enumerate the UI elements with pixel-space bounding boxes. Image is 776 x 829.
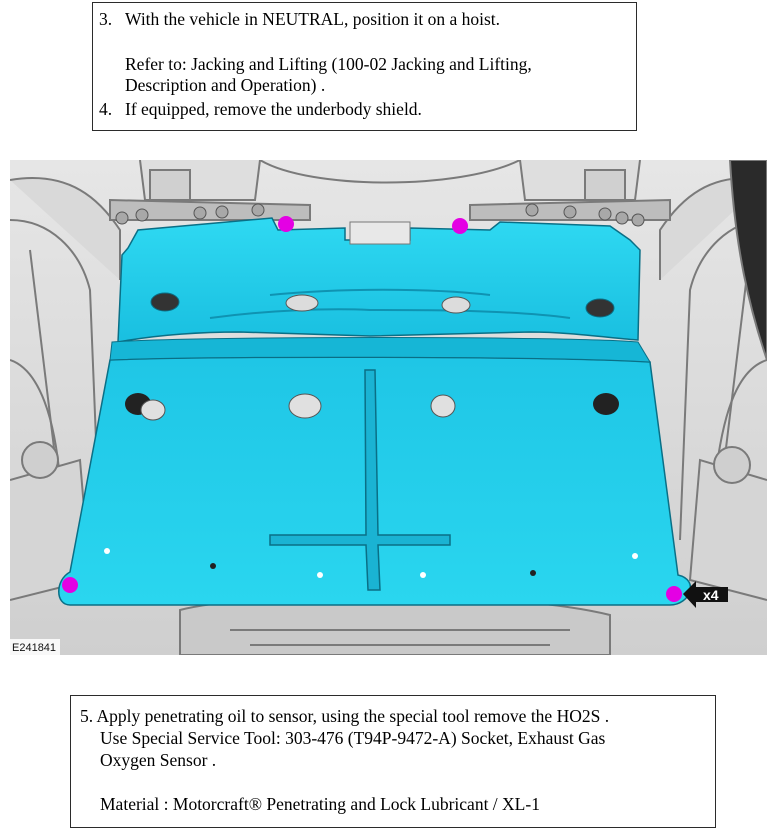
underbody-shield-illustration: [10, 160, 767, 655]
fastener-top-left: [278, 216, 294, 232]
underbody-shield-lower-panel: [59, 338, 691, 606]
step-4-text: If equipped, remove the underbody shield.: [125, 99, 422, 119]
fastener-top-right: [452, 218, 468, 234]
refer-to-line-1: Refer to: Jacking and Lifting (100-02 Jacking and Lifting,: [125, 54, 532, 74]
material-line: Material : Motorcraft® Penetrating and Lock Lubricant / XL-1: [100, 794, 540, 814]
instruction-box-steps-3-4: [92, 2, 637, 131]
step-3-number: 3.: [99, 9, 113, 29]
fastener-bottom-left: [62, 577, 78, 593]
refer-to-line-2: Description and Operation) .: [125, 75, 326, 95]
step-4-number: 4.: [99, 99, 113, 119]
fastener-bottom-right: [666, 586, 682, 602]
special-tool-line-2: Oxygen Sensor .: [100, 750, 217, 770]
underbody-shield-upper-panel: [118, 218, 640, 342]
special-tool-line-1: Use Special Service Tool: 303-476 (T94P-9472-A) Socket, Exhaust Gas: [100, 728, 606, 748]
step-5-text: 5. Apply penetrating oil to sensor, using the special tool remove the HO2S .: [80, 706, 610, 726]
step-3-text: With the vehicle in NEUTRAL, position it on a hoist.: [125, 9, 501, 29]
callout-label: x4: [703, 587, 719, 603]
figure-id: E241841: [12, 642, 57, 654]
instruction-box-step-5: [70, 695, 716, 828]
